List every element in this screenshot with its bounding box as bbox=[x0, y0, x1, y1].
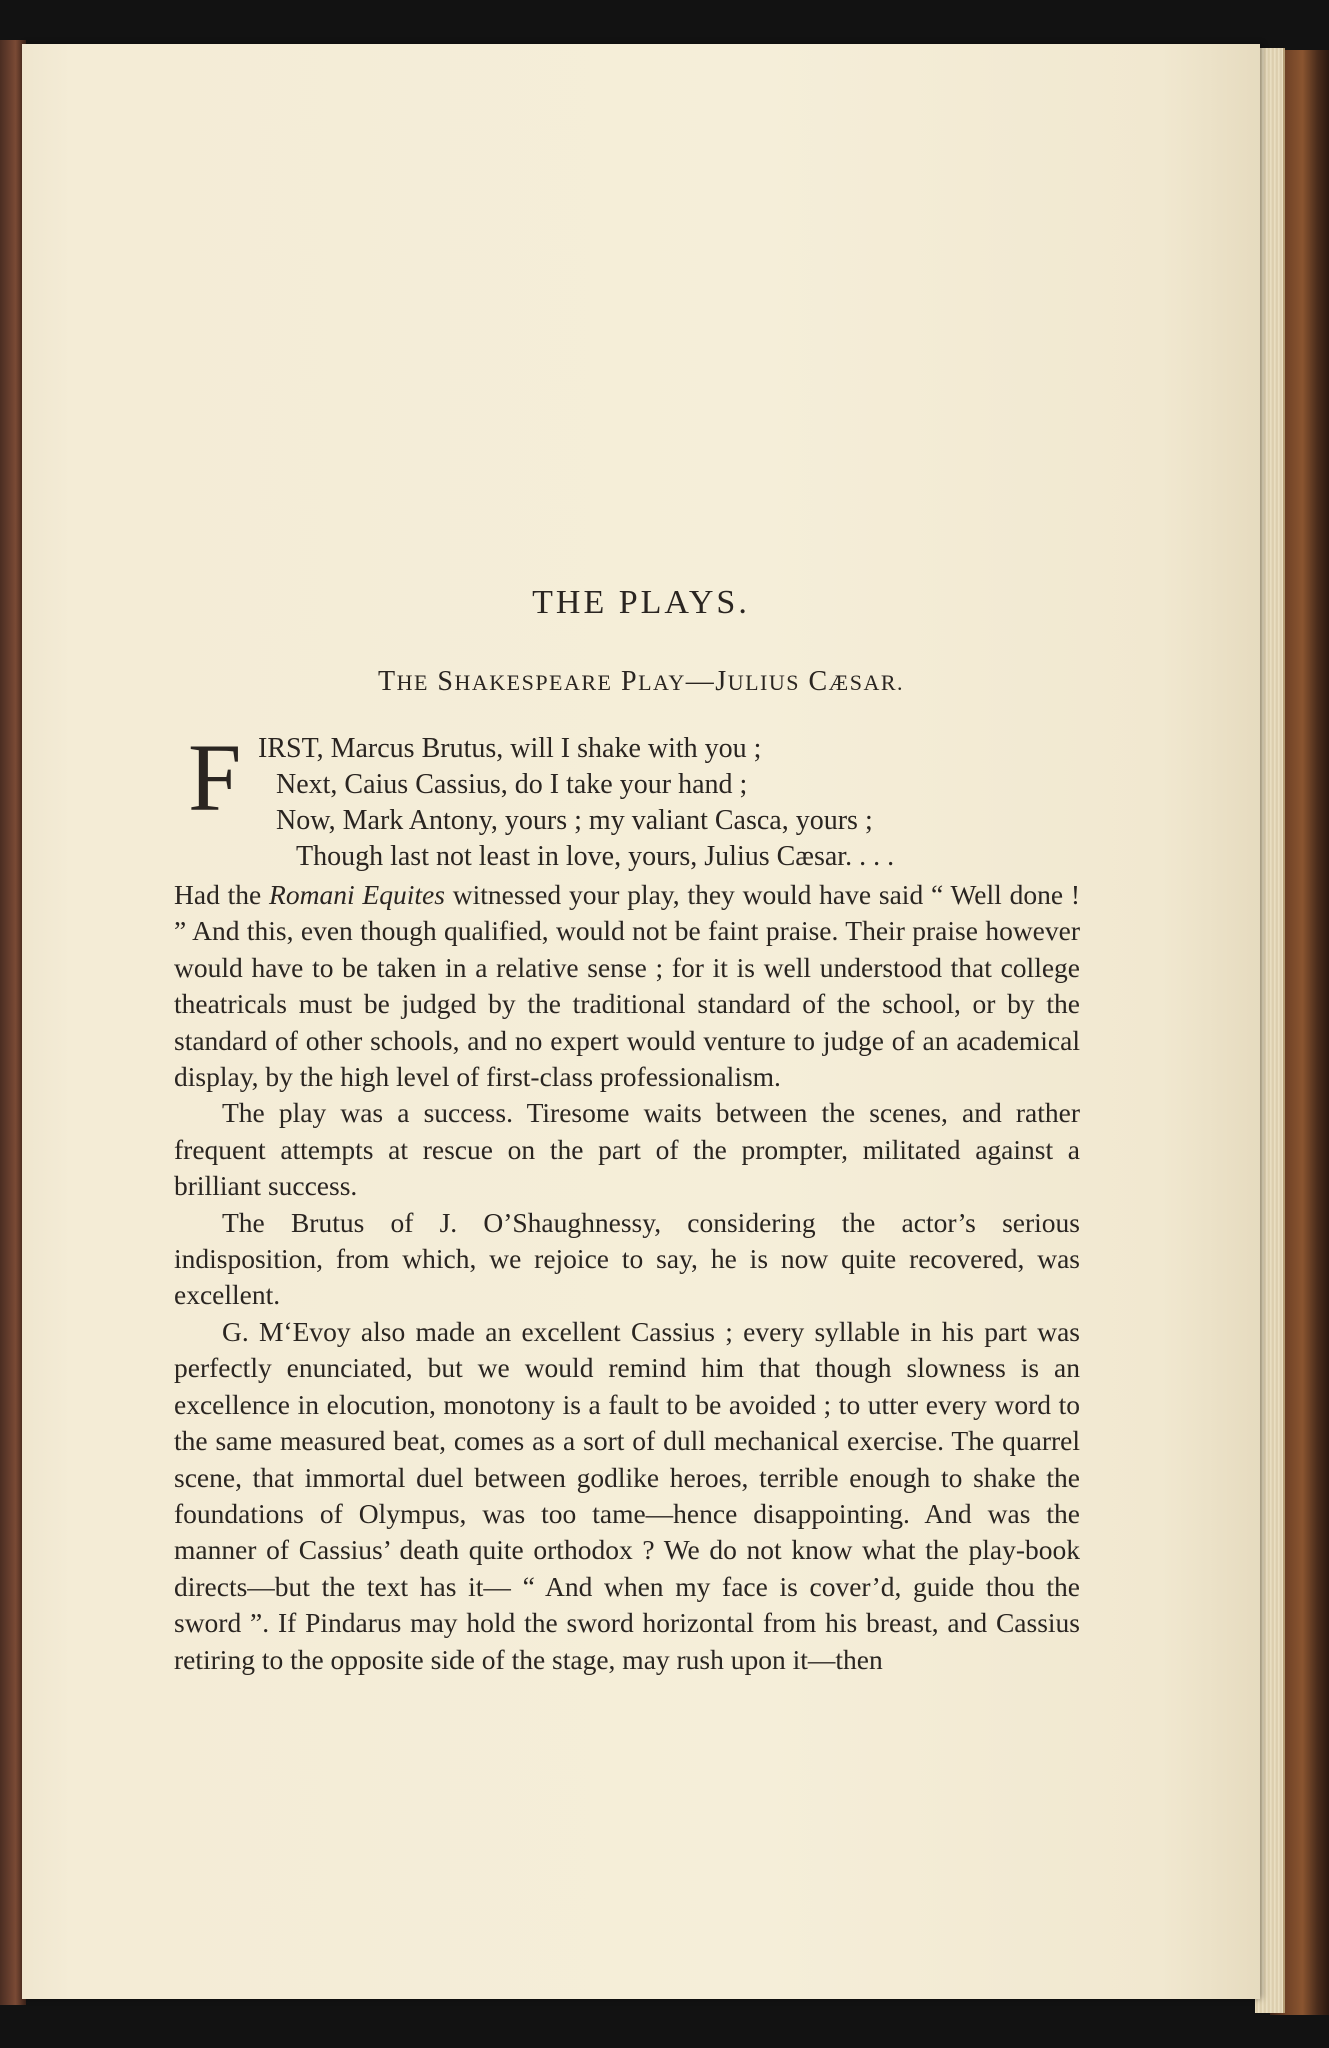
paragraph bbox=[174, 877, 1080, 1095]
verse-line: Next, Caius Cassius, do I take your hand ; bbox=[276, 769, 748, 800]
verse-line: IRST, Marcus Brutus, will I shake with you ; bbox=[258, 733, 762, 764]
subtitle-word: J bbox=[715, 666, 728, 697]
subtitle-word-rest: ULIUS bbox=[727, 670, 800, 695]
subtitle-dash: — bbox=[685, 666, 716, 697]
subtitle-word-rest: LAY bbox=[638, 670, 686, 695]
paragraph-text: witnessed your play, they would have said “ Well done ! ” And this, even though qualified, would not be faint praise. Their praise however would have to be taken in a relative sense ; for it is well understood that college theatricals must be judged by the traditional standard of the school, or by the standard of other schools, and no expert would venture to judge of an academical display, by the high level of first-class professionalism. bbox=[174, 879, 1080, 1093]
verse-line: Now, Mark Antony, yours ; my valiant Casca, yours ; bbox=[276, 805, 873, 836]
subtitle-word-rest: HE bbox=[396, 670, 429, 695]
italic-phrase: Romani Equites bbox=[269, 879, 445, 910]
section-subtitle bbox=[22, 666, 1260, 698]
paragraph: The play was a success. Tiresome waits between the scenes, and rather frequent attempts at rescue on the part of the prompter, militated against a brilliant success. bbox=[174, 1097, 1080, 1202]
subtitle-word: P bbox=[621, 666, 639, 697]
subtitle-word-rest: HAKESPEARE bbox=[454, 670, 613, 695]
drop-cap: F bbox=[188, 724, 242, 831]
paragraph: G. M‘Evoy also made an excellent Cassius ; every syllable in his part was perfectly enunciated, but we would remind him that though slowness is an excellence in elocution, monotony is a fault to be avoided ; to utter every word to the same measured beat, comes as a sort of dull mechanical exercise. The quarrel scene, that immortal duel between godlike heroes, terrible enough to shake the foundations of Olympus, was too tame—hence disappointing. And was the manner of Cassius’ death quite orthodox ? We do not know what the play-book directs—but the text has it— “ And when my face is cover’d, guide thou the sword ”. If Pindarus may hold the sword horizontal from his breast, and Cassius retiring to the opposite side of the stage, may rush upon it—then bbox=[174, 1315, 1080, 1675]
book-page bbox=[22, 44, 1260, 1999]
subtitle-word: T bbox=[377, 666, 397, 697]
subtitle-word-rest: ÆSAR. bbox=[828, 670, 905, 695]
subtitle-word: C bbox=[808, 666, 829, 697]
paragraph-text: Had the bbox=[174, 879, 270, 910]
paragraph: The Brutus of J. O’Shaughnessy, considering the actor’s serious indisposition, from which, we rejoice to say, he is now quite recovered, was excellent. bbox=[174, 1206, 1080, 1311]
subtitle-word: S bbox=[437, 666, 455, 697]
body-text bbox=[174, 877, 1080, 1678]
verse-line: Though last not least in love, yours, Julius Cæsar. . . . bbox=[296, 841, 895, 872]
page-title: THE PLAYS. bbox=[532, 584, 750, 621]
